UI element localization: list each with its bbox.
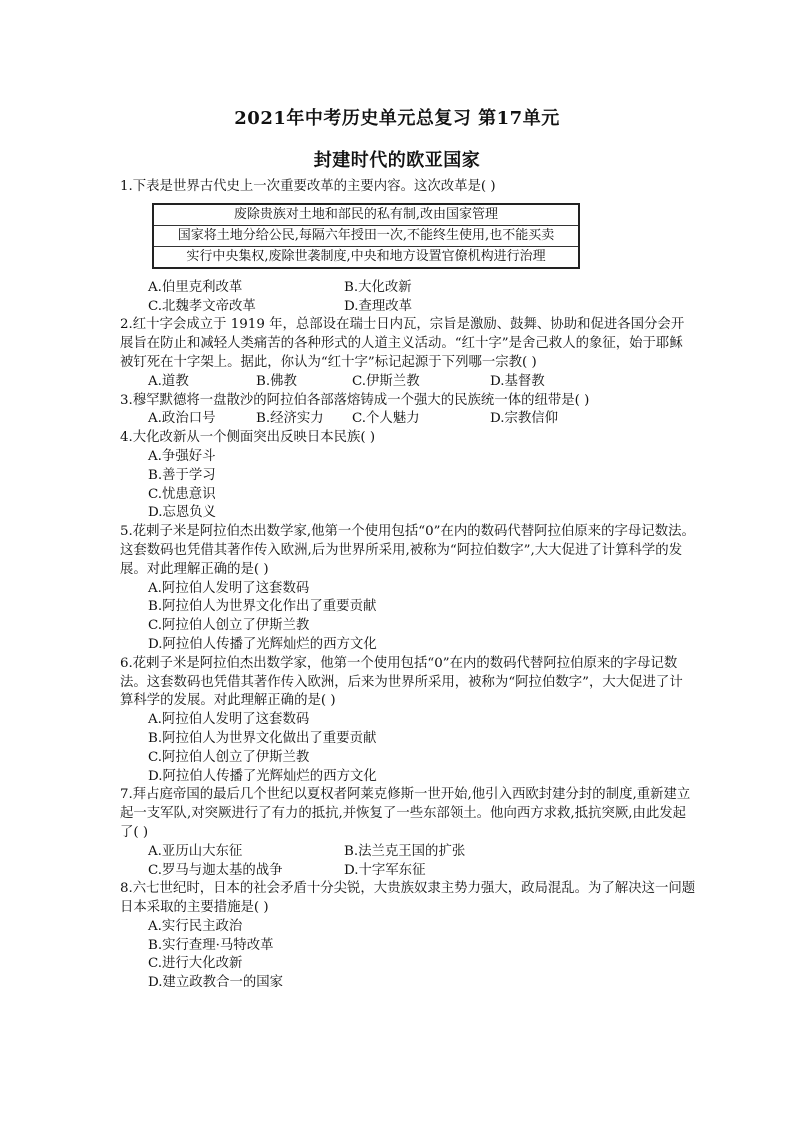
option-d[interactable]: D.阿拉伯人传播了光辉灿烂的西方文化 (148, 768, 377, 784)
option-row (120, 279, 696, 298)
option-d[interactable]: D.查理改革 (344, 298, 413, 314)
option-b[interactable]: B.经济实力 (256, 411, 324, 427)
option-c[interactable]: C.阿拉伯人创立了伊斯兰教 (148, 749, 310, 765)
option-c[interactable]: C.个人魅力 (352, 411, 420, 427)
option-a[interactable]: A.政治口号 (148, 411, 216, 427)
question-6 (120, 655, 696, 787)
option-a[interactable]: A.亚历山大东征 (148, 843, 243, 859)
option-c[interactable]: C.忧患意识 (148, 486, 216, 502)
option-a[interactable]: A.实行民主政治 (148, 918, 243, 934)
option-a[interactable]: A.争强好斗 (148, 448, 216, 464)
question-stem: 6.花剌子米是阿拉伯杰出数学家，他第一个使用包括“0”在内的数码代替阿拉伯原来的字母记数法。这套数码也凭借其著作传入欧洲，后来为世界所采用，被称为“阿拉伯数字”，大大促进了计算科学的发展。对此理解正确的是( ) (120, 655, 683, 709)
option-d[interactable]: D.建立政教合一的国家 (148, 975, 284, 991)
option-b[interactable]: B.佛教 (256, 373, 297, 389)
option-row (120, 373, 696, 392)
option-b[interactable]: B.阿拉伯人为世界文化作出了重要贡献 (148, 599, 377, 615)
option-c[interactable]: C.伊斯兰教 (352, 373, 420, 389)
option-row (120, 862, 696, 881)
question-8 (120, 880, 696, 993)
option-a[interactable]: A.道教 (148, 373, 189, 389)
reform-content-table (152, 203, 580, 269)
option-b[interactable]: B.大化改新 (344, 279, 412, 295)
question-3 (120, 392, 696, 430)
option-c[interactable]: C.进行大化改新 (148, 956, 243, 972)
question-stem: 3.穆罕默德将一盘散沙的阿拉伯各部落熔铸成一个强大的民族统一体的纽带是( ) (120, 392, 590, 408)
question-list (120, 178, 696, 993)
question-stem: 4.大化改新从一个侧面突出反映日本民族( ) (120, 430, 376, 446)
option-b[interactable]: B.阿拉伯人为世界文化做出了重要贡献 (148, 730, 377, 746)
option-a[interactable]: A.阿拉伯人发明了这套数码 (148, 712, 310, 728)
option-row (120, 410, 696, 429)
question-7 (120, 786, 696, 880)
option-d[interactable]: D.阿拉伯人传播了光辉灿烂的西方文化 (148, 636, 377, 652)
option-d[interactable]: D.十字军东征 (344, 862, 426, 878)
option-d[interactable]: D.宗教信仰 (490, 411, 559, 427)
option-b[interactable]: B.善于学习 (148, 467, 216, 483)
question-stem: 2.红十字会成立于 1919 年，总部设在瑞士日内瓦，宗旨是激励、鼓舞、协助和促进各国分会开展旨在防止和减轻人类痛苦的各种形式的人道主义活动。“红十字”是舍己救人的象征，始于耶稣被钉死在十字架上。据此，你认为“红十字”标记起源于下列哪一宗教( ) (120, 317, 685, 370)
table-cell: 实行中央集权,废除世袭制度,中央和地方设置官僚机构进行治理 (153, 246, 579, 268)
page-subtitle: 封建时代的欧亚国家 (313, 150, 481, 171)
page-title: 2021年中考历史单元总复习 第17单元 (234, 108, 560, 129)
option-c[interactable]: C.阿拉伯人创立了伊斯兰教 (148, 618, 310, 634)
option-c[interactable]: C.罗马与迦太基的战争 (148, 862, 283, 878)
option-d[interactable]: D.基督教 (490, 373, 545, 389)
option-d[interactable]: D.忘恩负义 (148, 505, 217, 521)
option-a[interactable]: A.伯里克利改革 (148, 279, 243, 295)
question-stem: 5.花剌子米是阿拉伯杰出数学家,他第一个使用包括“0”在内的数码代替阿拉伯原来的字母记数法。这套数码也凭借其著作传入欧洲,后为世界所采用,被称为“阿拉伯数字”,大大促进了计算科学的发展。对此理解正确的是( ) (120, 524, 695, 577)
option-b[interactable]: B.法兰克王国的扩张 (344, 843, 466, 859)
option-row (120, 843, 696, 862)
question-1 (120, 178, 696, 316)
option-row (120, 298, 696, 317)
table-cell: 废除贵族对土地和部民的私有制,改由国家管理 (153, 204, 579, 226)
question-4 (120, 429, 696, 523)
question-stem: 1.下表是世界古代史上一次重要改革的主要内容。这次改革是( ) (120, 179, 496, 194)
question-5 (120, 523, 696, 655)
option-c[interactable]: C.北魏孝文帝改革 (148, 298, 256, 314)
table-cell: 国家将土地分给公民,每隔六年授田一次,不能终生使用,也不能买卖 (153, 225, 579, 246)
option-a[interactable]: A.阿拉伯人发明了这套数码 (148, 580, 310, 596)
option-b[interactable]: B.实行查理·马特改革 (148, 937, 274, 953)
question-stem: 8.六七世纪时，日本的社会矛盾十分尖锐，大贵族奴隶主势力强大，政局混乱。为了解决这一问题日本采取的主要措施是( ) (120, 881, 696, 916)
question-2 (120, 316, 696, 391)
question-stem: 7.拜占庭帝国的最后几个世纪以夏权者阿莱克修斯一世开始,他引入西欧封建分封的制度,重新建立起一支军队,对突厥进行了有力的抵抗,并恢复了一些东部领土。他向西方求救,抵抗突厥,由此发起了( ) (120, 787, 691, 840)
